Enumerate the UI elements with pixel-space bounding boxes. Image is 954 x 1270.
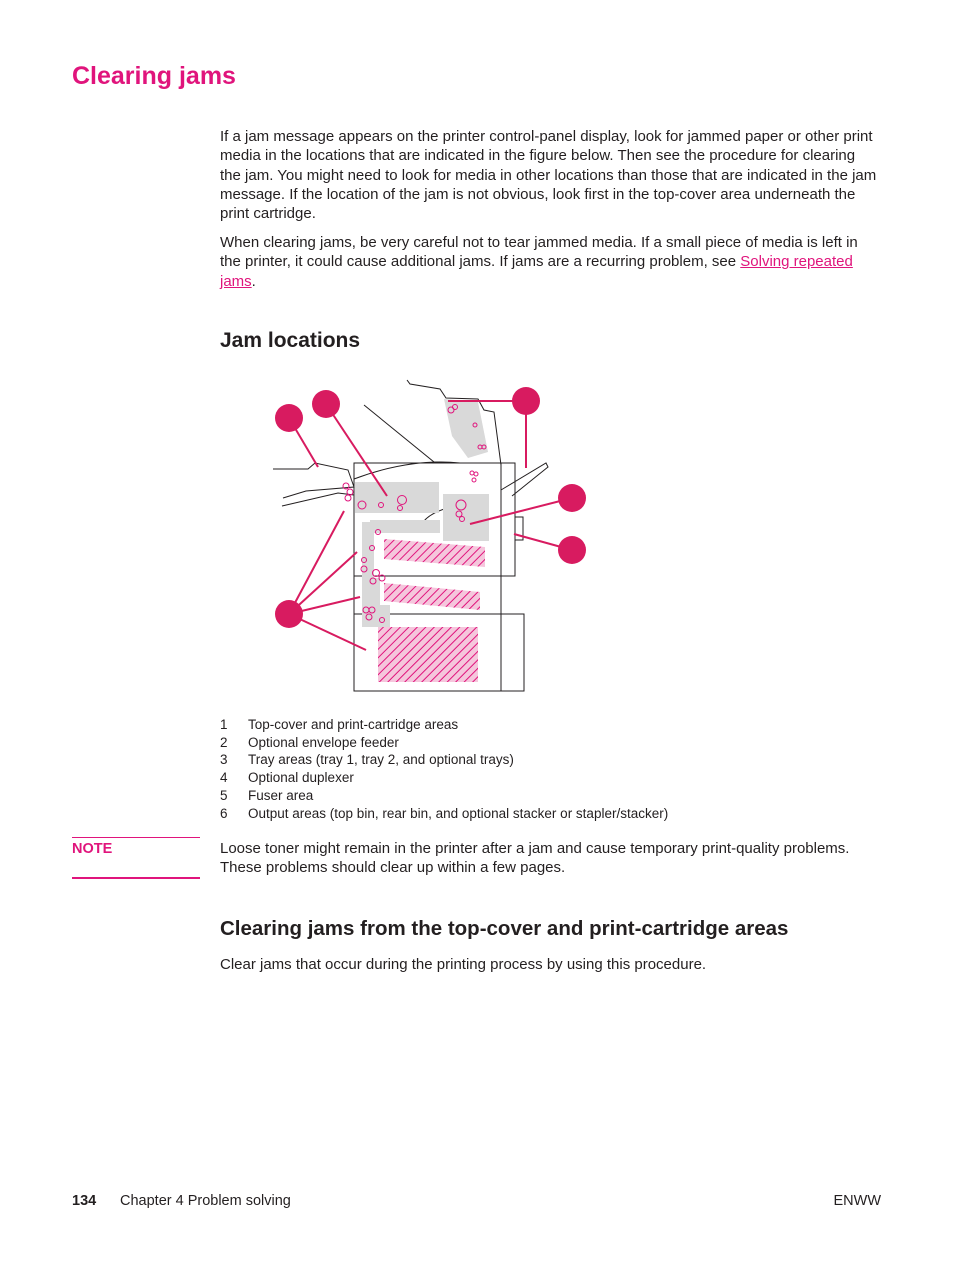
legend-item bbox=[220, 734, 668, 752]
note-label: NOTE bbox=[72, 841, 113, 857]
callout-dot bbox=[312, 390, 340, 418]
legend-text: Output areas (top bin, rear bin, and optional stacker or stapler/stacker) bbox=[248, 805, 669, 821]
legend-text: Optional duplexer bbox=[248, 770, 354, 786]
legend-text: Optional envelope feeder bbox=[248, 734, 399, 750]
legend-text: Tray areas (tray 1, tray 2, and optional trays) bbox=[248, 752, 514, 768]
legend-number: 4 bbox=[220, 770, 228, 786]
legend-number: 6 bbox=[220, 805, 228, 821]
note-text: Loose toner might remain in the printer after a jam and cause temporary print-quality problems. These problems should clear up within a few pages. bbox=[220, 840, 850, 877]
intro-paragraph-2-end: . bbox=[251, 272, 256, 290]
figure-legend bbox=[220, 716, 668, 822]
page-title: Clearing jams bbox=[72, 62, 236, 90]
note-bottom-rule bbox=[72, 877, 200, 879]
intro-paragraph-1: If a jam message appears on the printer control-panel display, look for jammed paper or other print media in the locations that are indicated in the figure below. Then see the procedure for clearing the jam. You might need to look for media in other locations than those that are indicated in the jam message. If the location of the jam is not obvious, look first in the top-cover area underneath the print cartridge. bbox=[220, 128, 877, 223]
legend-item bbox=[220, 751, 668, 769]
legend-item bbox=[220, 805, 668, 823]
jam-locations-heading: Jam locations bbox=[220, 329, 361, 352]
legend-number: 3 bbox=[220, 752, 228, 768]
legend-item bbox=[220, 769, 668, 787]
note-top-rule bbox=[72, 837, 200, 838]
page-number: 134 bbox=[72, 1193, 97, 1209]
legend-number: 5 bbox=[220, 787, 228, 803]
legend-item bbox=[220, 716, 668, 734]
solving-repeated-jams-link[interactable]: Solving repeated jams bbox=[220, 253, 853, 290]
callout-dot bbox=[512, 387, 540, 415]
legend-number: 1 bbox=[220, 717, 228, 732]
callout-dot bbox=[558, 536, 586, 564]
footer-chapter: Chapter 4 Problem solving bbox=[120, 1193, 291, 1209]
top-cover-text: Clear jams that occur during the printing process by using this procedure. bbox=[220, 956, 707, 973]
callout-dot bbox=[275, 404, 303, 432]
legend-number: 2 bbox=[220, 734, 228, 750]
footer-right: ENWW bbox=[833, 1193, 881, 1209]
top-cover-heading: Clearing jams from the top-cover and print-cartridge areas bbox=[220, 917, 789, 940]
callout-dot bbox=[275, 600, 303, 628]
legend-item bbox=[220, 787, 668, 805]
callout-dot bbox=[558, 484, 586, 512]
intro-paragraph-2-text: When clearing jams, be very careful not to tear jammed media. If a small piece of media is left in the printer, it could cause additional jams. If jams are a recurring problem, see bbox=[220, 234, 858, 271]
legend-text: Top-cover and print-cartridge areas bbox=[248, 717, 459, 732]
legend-text: Fuser area bbox=[248, 787, 314, 803]
